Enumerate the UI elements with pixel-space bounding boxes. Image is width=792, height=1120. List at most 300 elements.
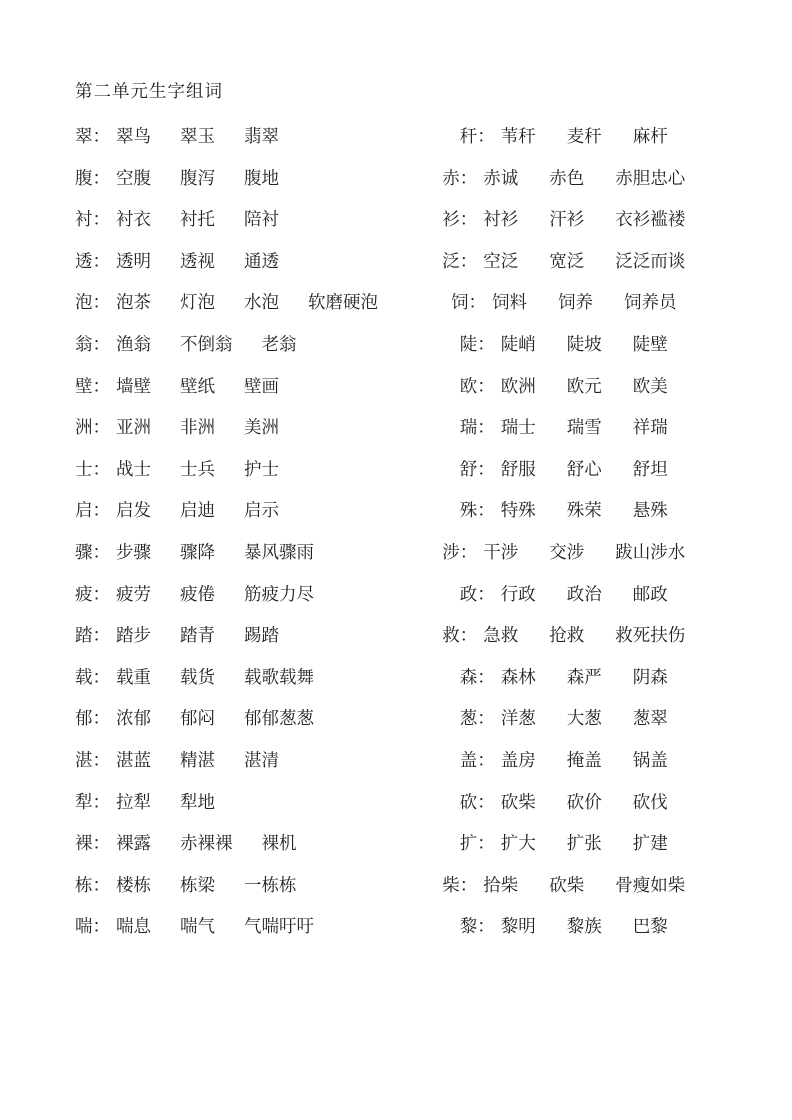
word-group [116, 250, 279, 271]
colon-separator: ： [92, 167, 110, 188]
word-entry-left [75, 749, 388, 770]
word: 砍价 [566, 791, 602, 812]
head-character [75, 749, 110, 770]
word-entry-right [388, 627, 740, 645]
word: 步骤 [116, 541, 151, 562]
word: 精湛 [180, 749, 215, 770]
colon-separator: ： [477, 666, 495, 687]
head-char-text: 士 [75, 458, 93, 479]
word: 气喘吁吁 [244, 916, 314, 937]
head-char-text: 喘 [75, 916, 93, 937]
word-entry-right [388, 419, 740, 437]
word: 赤诚 [483, 167, 519, 188]
word: 拉犁 [116, 791, 151, 812]
word: 透视 [180, 250, 215, 271]
word: 疲劳 [116, 583, 151, 604]
word: 衬托 [180, 209, 215, 230]
word-entry-right [388, 541, 740, 562]
head-char-text: 扩 [459, 833, 478, 854]
word-row [75, 324, 740, 366]
word-entry-right [388, 250, 740, 271]
word-entry-left [75, 710, 388, 728]
word: 翠玉 [180, 126, 215, 147]
head-character [75, 336, 110, 354]
word-group [116, 336, 297, 354]
word-entry-left [75, 835, 388, 853]
word-entry-left [75, 874, 388, 895]
colon-separator: ： [459, 874, 478, 895]
colon-separator: ： [477, 375, 495, 396]
word-group [116, 502, 279, 520]
head-character [75, 918, 110, 936]
colon-separator: ： [477, 916, 495, 937]
head-char-text: 瑞 [459, 417, 478, 438]
word: 扩大 [500, 833, 536, 854]
word: 踏青 [180, 625, 215, 646]
head-character [442, 627, 477, 645]
word-rows [75, 116, 740, 948]
word: 不倒翁 [180, 334, 233, 355]
word-row [75, 906, 740, 948]
word: 行政 [500, 583, 536, 604]
colon-separator: ： [477, 334, 495, 355]
word: 黎明 [500, 916, 536, 937]
word-entry-left [75, 791, 388, 812]
word: 特殊 [500, 500, 536, 521]
head-char-text: 翠 [75, 126, 93, 147]
colon-separator: ： [92, 625, 110, 646]
word-group [116, 128, 279, 146]
word-group [116, 627, 279, 645]
word-entry-right [388, 791, 740, 812]
word: 裸露 [116, 833, 151, 854]
word: 泛泛而谈 [615, 250, 686, 271]
colon-separator: ： [477, 500, 495, 521]
head-character [75, 250, 110, 271]
word: 空泛 [483, 250, 519, 271]
head-char-text: 秆 [459, 126, 478, 147]
head-character [442, 211, 477, 229]
word-entry-left [75, 419, 388, 437]
word-group [501, 128, 668, 146]
colon-separator: ： [92, 126, 110, 147]
word-group [483, 541, 686, 562]
word: 暴风骤雨 [244, 541, 314, 562]
word-row [75, 282, 740, 324]
colon-separator: ： [92, 458, 110, 479]
head-char-text: 疲 [75, 583, 93, 604]
word: 汗衫 [549, 209, 585, 230]
word-entry-right [388, 918, 740, 936]
word: 衣衫褴褛 [615, 209, 686, 230]
head-character [75, 458, 110, 479]
word-group [500, 375, 668, 396]
word: 犁地 [180, 791, 215, 812]
word: 砍柴 [500, 791, 536, 812]
word-entry-left [75, 375, 388, 396]
word-group [116, 458, 279, 479]
word: 掩盖 [566, 749, 602, 770]
word: 砍伐 [632, 791, 668, 812]
head-character [459, 791, 495, 812]
head-char-text: 泡 [75, 292, 93, 313]
head-char-text: 骤 [75, 541, 93, 562]
head-char-text: 衫 [442, 209, 460, 230]
word-entry-left [75, 167, 388, 188]
word: 载货 [180, 666, 215, 687]
head-char-text: 郁 [75, 708, 93, 729]
head-char-text: 衬 [75, 209, 93, 230]
head-char-text: 翁 [75, 334, 93, 355]
head-char-text: 舒 [459, 458, 478, 479]
word-group [116, 419, 279, 437]
colon-separator: ： [92, 334, 110, 355]
word-group [116, 835, 297, 853]
word: 欧美 [632, 375, 668, 396]
colon-separator: ： [459, 250, 478, 271]
word: 盖房 [500, 749, 536, 770]
word: 郁闷 [180, 708, 215, 729]
word-entry-right [388, 211, 740, 229]
colon-separator: ： [92, 500, 110, 521]
head-character [460, 502, 495, 520]
word-group [483, 874, 686, 895]
word: 踢踏 [244, 625, 279, 646]
head-character [75, 627, 110, 645]
word: 老翁 [261, 334, 297, 355]
word: 士兵 [180, 458, 215, 479]
word-group [501, 835, 668, 853]
word: 美洲 [244, 417, 279, 438]
word: 洋葱 [500, 708, 536, 729]
word: 欧洲 [500, 375, 536, 396]
word-entry-right [388, 294, 740, 312]
head-character [442, 541, 478, 562]
head-char-text: 泛 [442, 250, 460, 271]
head-char-text: 黎 [459, 916, 478, 937]
word-group [483, 627, 685, 645]
word-row [75, 657, 740, 699]
colon-separator: ： [92, 833, 110, 854]
word-entry-right [388, 375, 740, 396]
head-char-text: 启 [75, 500, 93, 521]
colon-separator: ： [477, 417, 495, 438]
head-char-text: 饲 [451, 292, 469, 313]
word: 大葱 [566, 708, 602, 729]
word: 宽泛 [549, 250, 585, 271]
head-char-text: 壁 [75, 375, 93, 396]
word: 透明 [116, 250, 151, 271]
word: 陪衬 [244, 209, 279, 230]
colon-separator: ： [92, 749, 110, 770]
colon-separator: ： [92, 292, 110, 313]
word: 陡壁 [632, 334, 668, 355]
word: 喘息 [116, 916, 151, 937]
word-group [501, 710, 668, 728]
word-entry-left [75, 250, 388, 271]
word: 抢救 [549, 625, 585, 646]
colon-separator: ： [459, 625, 478, 646]
word: 踏步 [116, 625, 151, 646]
word-row [75, 449, 740, 491]
word-row [75, 241, 740, 283]
word: 舒心 [566, 458, 602, 479]
word: 干涉 [483, 541, 519, 562]
word-entry-right [388, 710, 740, 728]
word-entry-right [388, 749, 740, 770]
head-char-text: 政 [459, 583, 478, 604]
colon-separator: ： [92, 250, 110, 271]
colon-separator: ： [459, 541, 478, 562]
head-char-text: 湛 [75, 749, 93, 770]
head-char-text: 载 [75, 666, 93, 687]
word: 水泡 [244, 292, 279, 313]
word-entry-left [75, 211, 388, 229]
word-row [75, 407, 740, 449]
word-entry-right [388, 336, 740, 354]
head-char-text: 犁 [75, 791, 93, 812]
word-row [75, 158, 740, 200]
word: 亚洲 [116, 417, 151, 438]
head-character [460, 419, 495, 437]
head-char-text: 赤 [442, 167, 460, 188]
head-character [75, 128, 110, 146]
word: 湛清 [244, 749, 279, 770]
word: 骨瘦如柴 [615, 874, 686, 895]
word-row [75, 740, 740, 782]
head-character [75, 710, 110, 728]
word: 邮政 [632, 583, 668, 604]
word: 喘气 [180, 916, 215, 937]
head-character [75, 541, 110, 562]
head-char-text: 欧 [459, 375, 478, 396]
word: 赤裸裸 [180, 833, 233, 854]
word-group [500, 666, 668, 687]
word-row [75, 116, 740, 158]
colon-separator: ： [92, 791, 110, 812]
head-character [451, 294, 486, 312]
word: 壁纸 [180, 375, 215, 396]
word: 饲养员 [624, 292, 677, 313]
head-character [75, 167, 110, 188]
word: 筋疲力尽 [244, 583, 314, 604]
colon-separator: ： [92, 874, 110, 895]
colon-separator: ： [92, 583, 110, 604]
word: 救死扶伤 [615, 625, 686, 646]
word-group [116, 791, 215, 812]
colon-separator: ： [459, 167, 478, 188]
head-character [75, 791, 110, 812]
word: 软磨硬泡 [308, 292, 378, 313]
word: 黎族 [566, 916, 602, 937]
word: 锅盖 [632, 749, 668, 770]
colon-separator: ： [92, 417, 110, 438]
head-character [75, 375, 110, 396]
head-char-text: 柴 [442, 874, 460, 895]
word: 舒服 [500, 458, 536, 479]
head-character [460, 918, 495, 936]
word-entry-left [75, 666, 388, 687]
colon-separator: ： [92, 666, 110, 687]
word-entry-right [388, 666, 740, 687]
head-char-text: 森 [459, 666, 478, 687]
head-char-text: 盖 [459, 749, 478, 770]
word: 饲料 [492, 292, 528, 313]
word: 郁郁葱葱 [244, 708, 314, 729]
word: 急救 [483, 625, 519, 646]
word: 巴黎 [632, 916, 668, 937]
word-row [75, 823, 740, 865]
word: 疲倦 [180, 583, 215, 604]
head-char-text: 透 [75, 250, 93, 271]
head-character [75, 211, 110, 229]
word: 空腹 [116, 167, 151, 188]
word: 翡翠 [244, 126, 279, 147]
word-entry-right [388, 458, 740, 479]
word: 欧元 [566, 375, 602, 396]
word: 森严 [566, 666, 602, 687]
head-char-text: 葱 [459, 708, 478, 729]
head-character [459, 749, 495, 770]
word: 陡坡 [566, 334, 602, 355]
head-character [75, 419, 110, 437]
word: 楼栋 [116, 874, 151, 895]
word-entry-left [75, 458, 388, 479]
word: 衬衫 [483, 209, 519, 230]
word: 瑞雪 [566, 417, 602, 438]
word: 腹泻 [180, 167, 215, 188]
colon-separator: ： [477, 583, 495, 604]
word: 湛蓝 [116, 749, 151, 770]
colon-separator: ： [477, 458, 495, 479]
head-character [75, 666, 110, 687]
word-group [500, 583, 668, 604]
word: 裸机 [261, 833, 297, 854]
word: 载歌载舞 [244, 666, 314, 687]
word-entry-left [75, 128, 388, 146]
word: 祥瑞 [632, 417, 668, 438]
word-group [500, 791, 668, 812]
word-entry-right [388, 167, 740, 188]
word-entry-left [75, 336, 388, 354]
word: 悬殊 [632, 500, 668, 521]
word-group [116, 167, 279, 188]
head-character [75, 502, 110, 520]
word-group [500, 458, 668, 479]
word-group [116, 918, 314, 936]
word: 砍柴 [549, 874, 585, 895]
word: 载重 [116, 666, 151, 687]
word-group [116, 211, 279, 229]
word: 森林 [500, 666, 536, 687]
word-entry-left [75, 541, 388, 562]
head-character [75, 874, 110, 895]
word-row [75, 199, 740, 241]
colon-separator: ： [92, 916, 110, 937]
head-character [442, 874, 478, 895]
head-character [75, 294, 110, 312]
word-group [116, 294, 378, 312]
word-group [501, 502, 668, 520]
word-group [116, 874, 297, 895]
head-character [442, 250, 478, 271]
word: 饲养 [558, 292, 594, 313]
word: 舒坦 [632, 458, 668, 479]
head-char-text: 腹 [75, 167, 93, 188]
colon-separator: ： [477, 791, 495, 812]
word-group [483, 250, 686, 271]
word: 麦秆 [566, 126, 602, 147]
head-char-text: 踏 [75, 625, 93, 646]
word: 灯泡 [180, 292, 215, 313]
word: 壁画 [244, 375, 279, 396]
word: 赤色 [549, 167, 585, 188]
colon-separator: ： [477, 749, 495, 770]
word: 陡峭 [500, 334, 536, 355]
word-entry-left [75, 627, 388, 645]
word-group [501, 336, 668, 354]
head-char-text: 洲 [75, 417, 93, 438]
head-char-text: 殊 [459, 500, 478, 521]
word: 墙壁 [116, 375, 151, 396]
word: 通透 [244, 250, 279, 271]
word-entry-right [388, 502, 740, 520]
word: 跋山涉水 [615, 541, 686, 562]
head-character [460, 835, 495, 853]
word-entry-right [388, 128, 740, 146]
word-group [116, 666, 314, 687]
word: 交涉 [549, 541, 585, 562]
head-char-text: 救 [442, 625, 460, 646]
word: 扩张 [566, 833, 602, 854]
word: 瑞士 [500, 417, 536, 438]
word: 非洲 [180, 417, 215, 438]
colon-separator: ： [477, 126, 495, 147]
word-entry-left [75, 502, 388, 520]
word-group [116, 749, 279, 770]
word: 护士 [244, 458, 279, 479]
page-title: 第二单元生字组词 [75, 81, 223, 101]
word: 阴森 [632, 666, 668, 687]
colon-separator: ： [477, 708, 495, 729]
colon-separator: ： [92, 541, 110, 562]
head-character [460, 336, 495, 354]
head-character [460, 710, 495, 728]
colon-separator: ： [459, 209, 478, 230]
word: 腹地 [244, 167, 279, 188]
word: 麻杆 [632, 126, 668, 147]
head-char-text: 涉 [442, 541, 460, 562]
head-char-text: 砍 [459, 791, 478, 812]
word-row [75, 532, 740, 574]
word-row [75, 366, 740, 408]
word-group [483, 211, 685, 229]
head-character [75, 835, 110, 853]
word-entry-left [75, 583, 388, 604]
word-entry-left [75, 918, 388, 936]
word: 渔翁 [116, 334, 151, 355]
word-group [492, 294, 677, 312]
word-group [483, 167, 686, 188]
head-character [459, 458, 495, 479]
word-row [75, 574, 740, 616]
head-character [459, 666, 495, 687]
word: 骤降 [180, 541, 215, 562]
word-group [116, 375, 279, 396]
word-group [116, 541, 314, 562]
word: 葱翠 [632, 708, 668, 729]
word-group [116, 583, 314, 604]
